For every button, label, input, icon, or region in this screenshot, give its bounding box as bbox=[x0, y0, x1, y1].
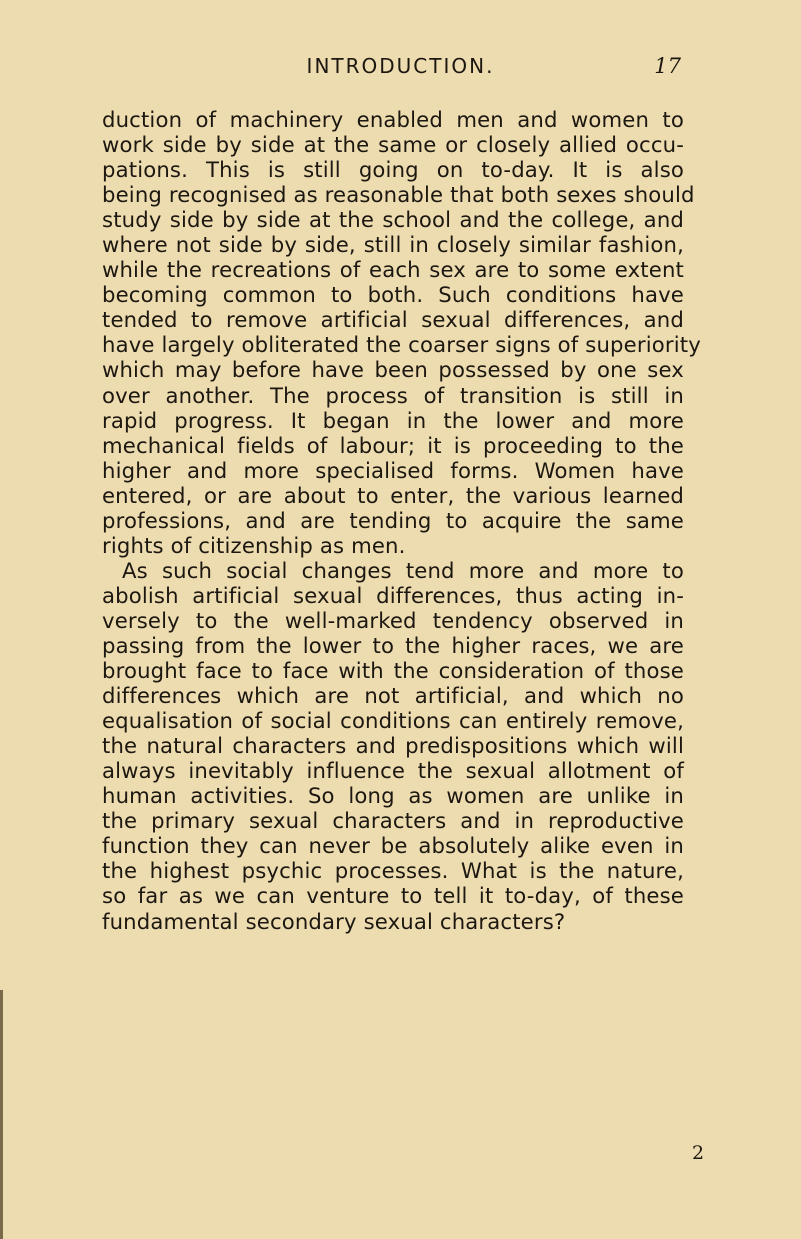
text-line: pations. This is still going on to-day. It is also bbox=[102, 157, 684, 183]
text-line: always inevitably influence the sexual allotment of bbox=[102, 758, 684, 784]
text-line: being recognised as reasonable that both sexes should bbox=[102, 182, 695, 208]
text-line: duction of machinery enabled men and women to bbox=[102, 107, 684, 132]
text-line: function they can never be absolutely alike even in bbox=[102, 833, 684, 859]
text-line: professions, and are tending to acquire the same bbox=[102, 507, 684, 533]
text-line: equalisation of social conditions can entirely remove, bbox=[102, 708, 684, 734]
text-line: have largely obliterated the coarser signs of superiority bbox=[102, 332, 701, 358]
text-line: which may before have been possessed by one sex bbox=[102, 357, 684, 383]
text-line: human activities. So long as women are unlike in bbox=[102, 783, 684, 809]
text-line: the primary sexual characters and in reproductive bbox=[102, 808, 684, 834]
text-line: brought face to face with the consideration of those bbox=[102, 658, 684, 684]
text-line: tended to remove artificial sexual differences, and bbox=[102, 307, 684, 333]
text-line: entered, or are about to enter, the various learned bbox=[102, 482, 684, 508]
text-line: versely to the well-marked tendency observed in bbox=[102, 607, 684, 633]
text-line: differences which are not artificial, and which no bbox=[102, 683, 684, 709]
text-line: the natural characters and predispositions which will bbox=[102, 733, 684, 759]
text-line: mechanical fields of labour; it is proceeding to the bbox=[102, 432, 684, 458]
text-line: the highest psychic processes. What is the nature, bbox=[102, 858, 684, 884]
text-line: passing from the lower to the higher races, we are bbox=[102, 632, 684, 658]
running-head bbox=[120, 54, 681, 84]
text-line: while the recreations of each sex are to some extent bbox=[102, 257, 684, 283]
text-line: higher and more specialised forms. Women have bbox=[102, 457, 684, 483]
text-line: over another. The process of transition is still in bbox=[102, 382, 684, 408]
page-edge-shadow bbox=[0, 990, 3, 1239]
text-line: so far as we can venture to tell it to-day, of these bbox=[102, 883, 684, 909]
running-title: INTRODUCTION. bbox=[306, 54, 495, 78]
text-line: where not side by side, still in closely similar fashion, bbox=[102, 232, 684, 258]
text-line: rapid progress. It began in the lower and more bbox=[102, 407, 684, 433]
signature-mark: 2 bbox=[692, 1142, 705, 1164]
text-line: study side by side at the school and the college, and bbox=[102, 207, 684, 233]
page-number: 17 bbox=[654, 54, 681, 78]
body-text bbox=[102, 107, 701, 934]
paragraph-end-line: fundamental secondary sexual characters? bbox=[102, 908, 566, 934]
text-line: work side by side at the same or closely allied occu- bbox=[102, 132, 684, 158]
paragraph-start-line: As such social changes tend more and more to bbox=[122, 557, 684, 583]
text-line: abolish artificial sexual differences, thus acting in- bbox=[102, 582, 684, 608]
text-line: becoming common to both. Such conditions have bbox=[102, 282, 684, 308]
paragraph-end-line: rights of citizenship as men. bbox=[102, 532, 406, 558]
